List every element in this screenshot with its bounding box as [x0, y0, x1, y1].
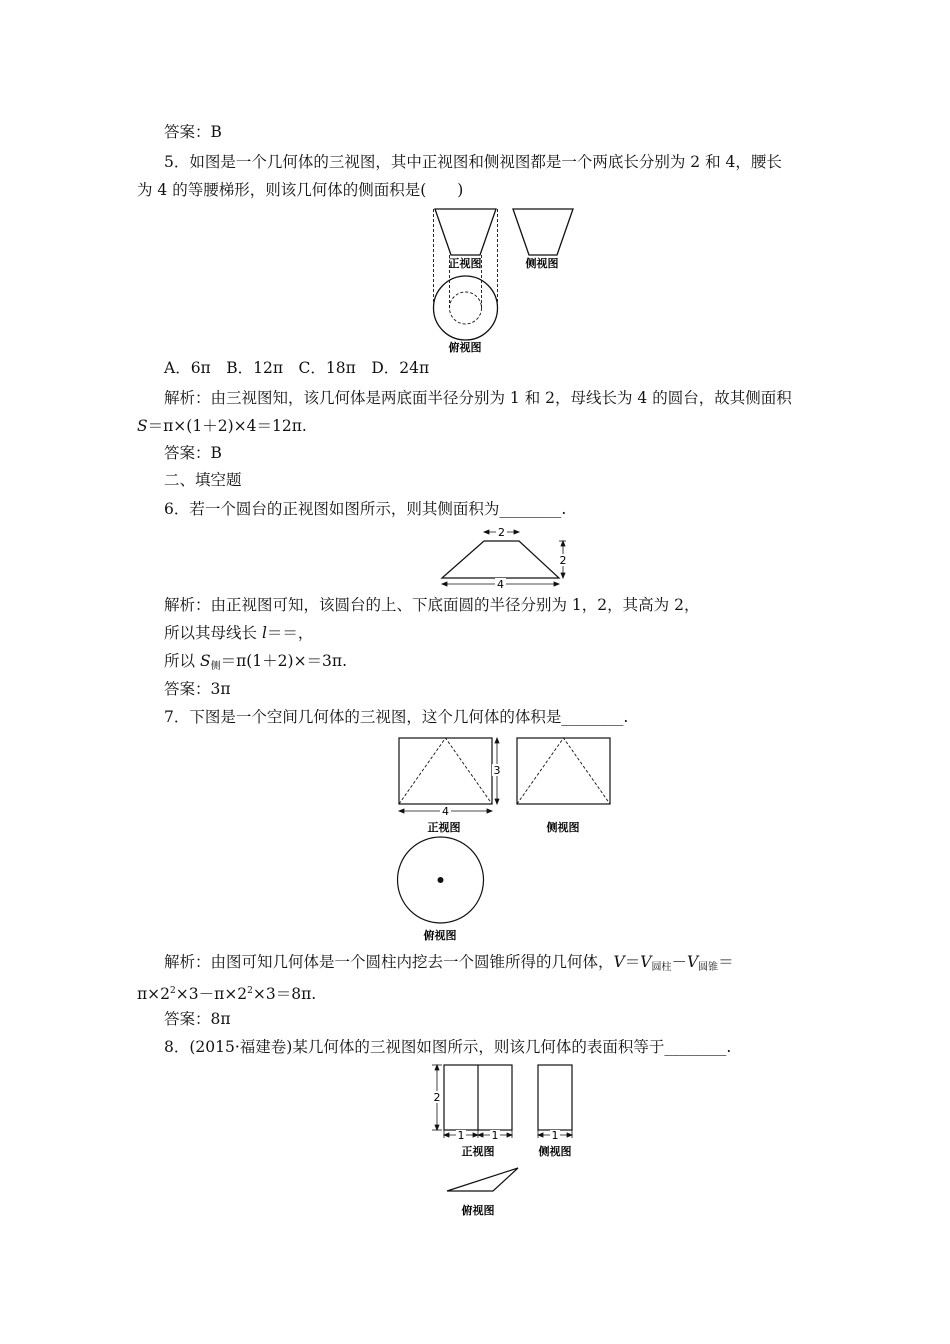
q5-front-trapezoid — [435, 209, 496, 255]
q6-trapezoid — [442, 541, 559, 578]
q6-solution-line2: 所以其母线长 l＝＝， — [164, 624, 314, 642]
q6-answer: 答案：3π — [164, 680, 231, 698]
q7-height-label: 3 — [493, 764, 501, 777]
q6-figure — [436, 526, 572, 590]
q6-bottom-length-label: 4 — [497, 578, 504, 590]
q6-top-length-label: 2 — [498, 526, 505, 539]
q5-top-caption: 俯视图 — [448, 341, 482, 354]
q7-top-center-dot — [438, 877, 444, 883]
q5-text-line1: 5．如图是一个几何体的三视图，其中正视图和侧视图都是一个两底长分别为 2 和 4，腰长 — [164, 153, 782, 171]
q7-side-caption: 侧视图 — [546, 821, 580, 834]
q8-height-label: 2 — [433, 1091, 441, 1104]
q7-front-caption: 正视图 — [427, 821, 461, 834]
q5-options: A．6π B．12π C．18π D．24π — [164, 359, 430, 377]
q5-figure — [420, 203, 580, 355]
q5-text-line2: 为 4 的等腰梯形，则该几何体的侧面积是( ) — [137, 181, 464, 199]
q7-top-caption: 俯视图 — [423, 929, 457, 942]
q7-text: 7．下图是一个空间几何体的三视图，这个几何体的体积是________. — [164, 708, 629, 726]
q8-top-shape — [447, 1168, 518, 1191]
q8-width1-label: 1 — [457, 1129, 465, 1142]
q7-answer: 答案：8π — [164, 1010, 231, 1028]
q8-width2-label: 1 — [491, 1129, 499, 1142]
q5-solution-line2: S＝π×(1＋2)×4＝12π. — [137, 417, 307, 435]
q5-top-inner-circle — [450, 292, 482, 324]
q8-side-caption: 侧视图 — [538, 1145, 572, 1158]
q8-top-caption: 俯视图 — [461, 1204, 495, 1217]
q8-text: 8．(2015·福建卷)某几何体的三视图如图所示，则该几何体的表面积等于________. — [164, 1038, 732, 1056]
q6-height-label: 2 — [559, 554, 567, 567]
q7-side-cone-outline — [517, 738, 610, 804]
q5-answer: 答案：B — [164, 444, 222, 462]
q7-side-rect — [517, 738, 610, 804]
q8-side-width-label: 1 — [551, 1129, 559, 1142]
q6-text: 6．若一个圆台的正视图如图所示，则其侧面积为________. — [164, 500, 567, 518]
q5-var-s: S — [137, 417, 148, 435]
q7-width-label: 4 — [442, 805, 449, 818]
q5-top-outer-circle — [434, 276, 498, 340]
q5-solution-line1: 解析：由三视图知，该几何体是两底面半径分别为 1 和 2，母线长为 4 的圆台，故其侧面积 — [164, 389, 792, 407]
q7-solution-line1: 解析：由图可知几何体是一个圆柱内挖去一个圆锥所得的几何体，$V=V_{圆柱}-V_{圆锥}=$ — [164, 953, 734, 973]
q5-front-caption: 正视图 — [448, 257, 482, 270]
q6-solution-line1: 解析：由正视图可知，该圆台的上、下底面圆的半径分别为 1，2，其高为 2， — [164, 596, 700, 614]
q8-figure — [428, 1060, 588, 1220]
q7-solution-line2: $\pi\times 2^2\times 3-\pi\times 2^2\times 3=8\pi$. — [137, 985, 317, 1003]
q8-front-caption: 正视图 — [461, 1145, 495, 1158]
q6-solution-line3: 所以 $S_侧=\pi(1+2)\times=3\pi$. — [164, 652, 348, 672]
q7-front-rect — [399, 738, 492, 804]
answer-line: 答案：B — [164, 123, 222, 141]
q7-front-cone-outline — [399, 738, 492, 804]
q5-side-trapezoid — [513, 209, 573, 255]
q5-side-caption: 侧视图 — [525, 257, 559, 270]
q8-side-rect — [538, 1065, 572, 1130]
q7-figure — [394, 734, 618, 944]
section-heading: 二、填空题 — [164, 471, 242, 489]
